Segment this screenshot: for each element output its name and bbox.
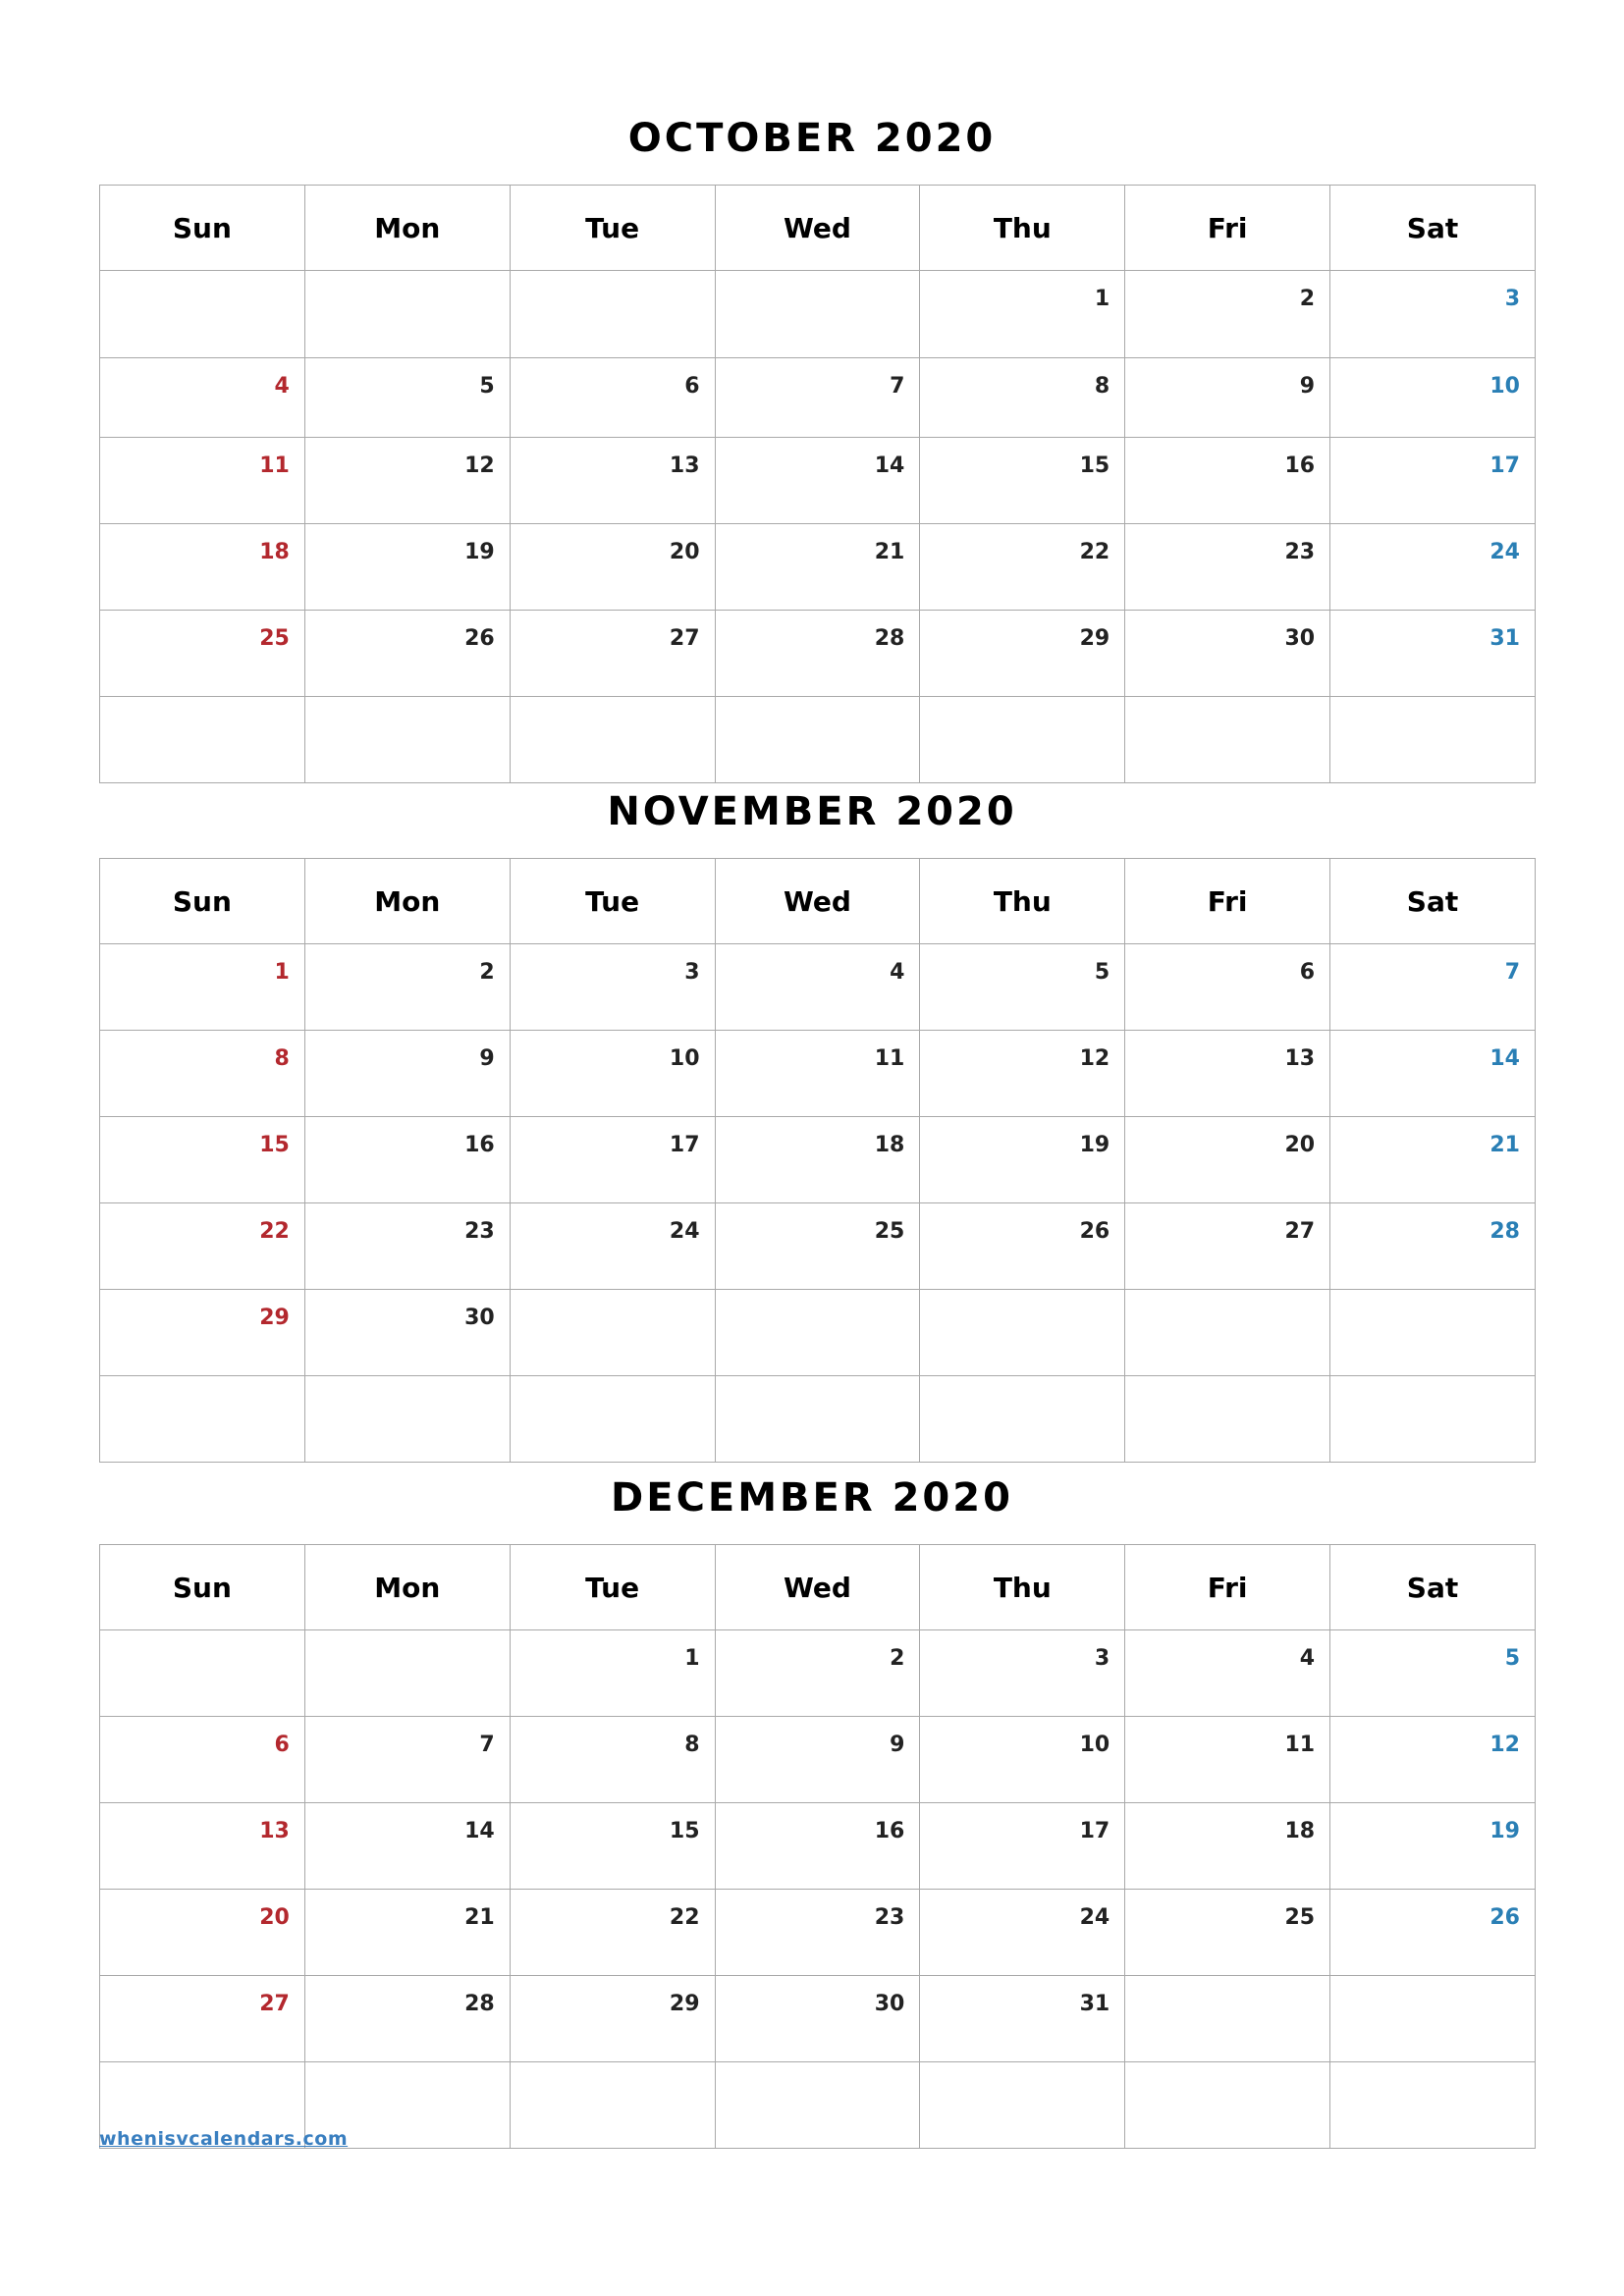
day-cell (510, 697, 715, 783)
day-cell (1125, 1031, 1330, 1117)
day-cell (920, 358, 1125, 438)
day-cell (510, 1803, 715, 1890)
month-title: NOVEMBER 2020 (607, 789, 1017, 834)
day-cell (1125, 524, 1330, 611)
day-cell (510, 438, 715, 524)
day-cell (510, 1717, 715, 1803)
day-number: 7 (479, 1733, 495, 1757)
day-cell (920, 1803, 1125, 1890)
day-number: 8 (1094, 374, 1110, 399)
day-cell (715, 1890, 920, 1976)
day-number: 30 (1284, 626, 1316, 651)
day-cell (510, 1890, 715, 1976)
day-number: 14 (1489, 1046, 1520, 1071)
weekday-header: Sun (100, 186, 305, 271)
day-number: 14 (874, 454, 905, 478)
day-number: 31 (1489, 626, 1520, 651)
day-number: 16 (1284, 454, 1316, 478)
weekday-header: Thu (920, 186, 1125, 271)
day-number: 4 (890, 960, 905, 985)
day-number: 12 (464, 454, 495, 478)
day-number: 26 (1489, 1905, 1520, 1930)
day-number: 3 (1504, 287, 1520, 311)
day-cell (510, 1376, 715, 1463)
day-cell (304, 1290, 510, 1376)
day-cell (920, 271, 1125, 358)
week-row (100, 1630, 1536, 1717)
day-cell (100, 358, 305, 438)
day-cell (1125, 611, 1330, 697)
weekday-header: Mon (304, 186, 510, 271)
month-title: DECEMBER 2020 (611, 1475, 1013, 1521)
day-number: 1 (684, 1646, 700, 1671)
day-number: 11 (259, 454, 290, 478)
day-number: 18 (874, 1133, 905, 1157)
day-cell (715, 697, 920, 783)
day-cell (304, 1717, 510, 1803)
day-number: 13 (669, 454, 700, 478)
day-number (495, 1379, 510, 1395)
day-cell (510, 1203, 715, 1290)
day-cell (1125, 358, 1330, 438)
day-cell (1330, 1890, 1536, 1976)
day-number: 8 (274, 1046, 290, 1071)
day-number (1315, 2065, 1329, 2081)
day-cell (304, 697, 510, 783)
day-cell (304, 1803, 510, 1890)
day-number: 17 (1079, 1819, 1110, 1843)
weekday-header: Mon (304, 859, 510, 944)
day-number: 27 (669, 626, 700, 651)
day-number: 26 (464, 626, 495, 651)
weekday-header: Sat (1330, 1545, 1536, 1630)
day-cell (920, 1031, 1125, 1117)
day-cell (100, 1803, 305, 1890)
day-number: 16 (464, 1133, 495, 1157)
weekday-header: Fri (1125, 186, 1330, 271)
day-cell (510, 358, 715, 438)
day-cell (920, 524, 1125, 611)
week-row (100, 944, 1536, 1031)
day-cell (100, 697, 305, 783)
day-cell (715, 1290, 920, 1376)
day-cell (100, 524, 305, 611)
day-number (495, 2065, 510, 2081)
day-cell (715, 1203, 920, 1290)
day-cell (100, 1203, 305, 1290)
day-number (1520, 1379, 1535, 1395)
weekday-header: Fri (1125, 859, 1330, 944)
day-number: 1 (1094, 287, 1110, 311)
day-number: 15 (1079, 454, 1110, 478)
day-cell (304, 1630, 510, 1717)
day-number (290, 2065, 304, 2081)
day-number: 24 (1079, 1905, 1110, 1930)
day-cell (1125, 1203, 1330, 1290)
day-cell (920, 2062, 1125, 2149)
day-cell (920, 1890, 1125, 1976)
day-number (1520, 700, 1535, 716)
day-cell (1125, 1890, 1330, 1976)
day-cell (1125, 2062, 1330, 2149)
day-cell (715, 358, 920, 438)
day-cell (920, 1630, 1125, 1717)
weekday-header: Tue (510, 859, 715, 944)
day-number: 9 (1299, 374, 1316, 399)
day-cell (1125, 1290, 1330, 1376)
month-grid (99, 858, 1536, 1463)
day-number: 28 (874, 626, 905, 651)
weekday-header: Sat (1330, 859, 1536, 944)
weekday-header-row (100, 186, 1536, 271)
day-cell (304, 271, 510, 358)
day-cell (304, 1890, 510, 1976)
day-cell (715, 1376, 920, 1463)
day-number (1315, 1979, 1329, 1995)
day-number (1110, 1293, 1124, 1308)
day-cell (715, 1031, 920, 1117)
day-cell (304, 358, 510, 438)
weekday-header: Thu (920, 1545, 1125, 1630)
day-number: 22 (1079, 540, 1110, 564)
day-cell (1330, 1717, 1536, 1803)
day-cell (1330, 1376, 1536, 1463)
day-cell (920, 1117, 1125, 1203)
day-cell (510, 271, 715, 358)
day-number: 3 (684, 960, 700, 985)
day-number: 13 (259, 1819, 290, 1843)
day-cell (920, 1203, 1125, 1290)
day-cell (510, 1117, 715, 1203)
weekday-header: Wed (715, 186, 920, 271)
day-cell (920, 1290, 1125, 1376)
week-row (100, 438, 1536, 524)
week-row (100, 611, 1536, 697)
week-row (100, 1717, 1536, 1803)
week-row (100, 1376, 1536, 1463)
day-number: 11 (1284, 1733, 1316, 1757)
day-number: 15 (259, 1133, 290, 1157)
day-cell (715, 1117, 920, 1203)
day-cell (920, 611, 1125, 697)
day-cell (510, 2062, 715, 2149)
day-cell (1330, 611, 1536, 697)
day-number (1315, 1379, 1329, 1395)
day-number (904, 2065, 919, 2081)
day-number: 23 (874, 1905, 905, 1930)
day-cell (1125, 1630, 1330, 1717)
day-cell (100, 438, 305, 524)
day-number: 16 (874, 1819, 905, 1843)
day-cell (510, 1290, 715, 1376)
day-cell (304, 1117, 510, 1203)
day-number (1110, 700, 1124, 716)
day-number: 13 (1284, 1046, 1316, 1071)
day-cell (920, 944, 1125, 1031)
day-cell (100, 944, 305, 1031)
day-cell (1330, 358, 1536, 438)
day-number (700, 2065, 715, 2081)
month-grid (99, 185, 1536, 783)
day-number: 23 (1284, 540, 1316, 564)
day-number (700, 1293, 715, 1308)
day-cell (1330, 271, 1536, 358)
day-cell (510, 1976, 715, 2062)
day-number: 9 (890, 1733, 905, 1757)
weekday-header: Sat (1330, 186, 1536, 271)
day-number: 5 (479, 374, 495, 399)
day-cell (304, 611, 510, 697)
day-number: 1 (274, 960, 290, 985)
day-number: 6 (274, 1733, 290, 1757)
day-cell (920, 1376, 1125, 1463)
week-row (100, 524, 1536, 611)
day-number: 19 (464, 540, 495, 564)
day-cell (304, 1376, 510, 1463)
day-number: 22 (669, 1905, 700, 1930)
day-number (904, 1293, 919, 1308)
day-cell (1330, 1803, 1536, 1890)
day-cell (510, 944, 715, 1031)
day-number: 6 (684, 374, 700, 399)
day-number: 12 (1079, 1046, 1110, 1071)
day-cell (1330, 524, 1536, 611)
day-cell (304, 1031, 510, 1117)
day-cell (920, 1717, 1125, 1803)
day-number: 5 (1504, 1646, 1520, 1671)
day-number: 31 (1079, 1992, 1110, 2016)
day-cell (715, 1976, 920, 2062)
day-cell (715, 1717, 920, 1803)
week-row (100, 1890, 1536, 1976)
day-cell (1330, 438, 1536, 524)
weekday-header: Sun (100, 1545, 305, 1630)
weekday-header-row (100, 1545, 1536, 1630)
day-cell (100, 1290, 305, 1376)
day-cell (100, 1890, 305, 1976)
day-number (290, 1379, 304, 1395)
day-number (495, 1633, 510, 1649)
day-number: 2 (890, 1646, 905, 1671)
day-cell (1125, 1976, 1330, 2062)
day-number: 30 (874, 1992, 905, 2016)
week-row (100, 1976, 1536, 2062)
day-cell (510, 524, 715, 611)
day-number: 10 (1079, 1733, 1110, 1757)
day-cell (715, 944, 920, 1031)
day-number: 12 (1489, 1733, 1520, 1757)
day-number: 10 (1489, 374, 1520, 399)
day-cell (304, 944, 510, 1031)
day-number: 7 (1504, 960, 1520, 985)
website-link[interactable]: whenisvcalendars.com (99, 2128, 349, 2150)
day-number: 20 (259, 1905, 290, 1930)
weekday-header: Tue (510, 1545, 715, 1630)
weekday-header-row (100, 859, 1536, 944)
day-number: 28 (464, 1992, 495, 2016)
day-cell (100, 1031, 305, 1117)
day-cell (510, 611, 715, 697)
day-number (1110, 2065, 1124, 2081)
day-number (904, 1379, 919, 1395)
day-number: 27 (1284, 1219, 1316, 1244)
day-cell (1125, 271, 1330, 358)
day-cell (1125, 697, 1330, 783)
day-cell (1125, 438, 1330, 524)
weekday-header: Wed (715, 1545, 920, 1630)
day-cell (715, 611, 920, 697)
day-number: 30 (464, 1306, 495, 1330)
day-number: 10 (669, 1046, 700, 1071)
day-cell (510, 1031, 715, 1117)
day-number (1520, 1979, 1535, 1995)
day-number (290, 1633, 304, 1649)
day-cell (1330, 944, 1536, 1031)
weekday-header: Fri (1125, 1545, 1330, 1630)
day-number: 7 (890, 374, 905, 399)
day-number: 4 (1299, 1646, 1316, 1671)
day-cell (1330, 1031, 1536, 1117)
day-cell (1330, 1203, 1536, 1290)
day-number: 23 (464, 1219, 495, 1244)
day-cell (920, 438, 1125, 524)
week-row (100, 1203, 1536, 1290)
day-cell (715, 2062, 920, 2149)
day-number (495, 274, 510, 290)
weekday-header: Wed (715, 859, 920, 944)
day-number: 24 (1489, 540, 1520, 564)
day-number (290, 274, 304, 290)
day-cell (1125, 1117, 1330, 1203)
day-cell (1125, 944, 1330, 1031)
day-cell (510, 1630, 715, 1717)
day-cell (1330, 1630, 1536, 1717)
day-number: 4 (274, 374, 290, 399)
day-number (1520, 2065, 1535, 2081)
week-row (100, 271, 1536, 358)
day-number: 25 (259, 626, 290, 651)
day-number: 29 (1079, 626, 1110, 651)
day-cell (1330, 2062, 1536, 2149)
day-cell (100, 1117, 305, 1203)
day-cell (715, 524, 920, 611)
day-number: 17 (669, 1133, 700, 1157)
day-cell (100, 1976, 305, 2062)
day-number: 21 (464, 1905, 495, 1930)
day-number (1110, 1379, 1124, 1395)
day-cell (920, 1976, 1125, 2062)
weekday-header: Sun (100, 859, 305, 944)
week-row (100, 358, 1536, 438)
day-number (1315, 1293, 1329, 1308)
week-row (100, 1031, 1536, 1117)
day-cell (100, 271, 305, 358)
day-number: 25 (1284, 1905, 1316, 1930)
month-grid (99, 1544, 1536, 2149)
day-number (290, 700, 304, 716)
day-cell (1330, 1976, 1536, 2062)
day-cell (304, 524, 510, 611)
day-number (700, 274, 715, 290)
day-cell (100, 611, 305, 697)
day-number: 8 (684, 1733, 700, 1757)
day-number: 18 (1284, 1819, 1316, 1843)
day-number: 24 (669, 1219, 700, 1244)
day-number: 29 (669, 1992, 700, 2016)
week-row (100, 697, 1536, 783)
day-cell (1330, 697, 1536, 783)
week-row (100, 1117, 1536, 1203)
day-cell (715, 1803, 920, 1890)
day-number: 20 (1284, 1133, 1316, 1157)
day-cell (100, 1376, 305, 1463)
week-row (100, 1803, 1536, 1890)
day-number: 27 (259, 1992, 290, 2016)
weekday-header: Thu (920, 859, 1125, 944)
day-number (700, 700, 715, 716)
day-cell (715, 271, 920, 358)
day-number: 18 (259, 540, 290, 564)
day-cell (1125, 1376, 1330, 1463)
day-number: 17 (1489, 454, 1520, 478)
day-number (700, 1379, 715, 1395)
day-cell (920, 697, 1125, 783)
day-cell (100, 1717, 305, 1803)
day-number: 25 (874, 1219, 905, 1244)
day-number: 26 (1079, 1219, 1110, 1244)
day-cell (1125, 1803, 1330, 1890)
day-number: 21 (874, 540, 905, 564)
day-number: 22 (259, 1219, 290, 1244)
day-number: 2 (1299, 287, 1316, 311)
day-number: 11 (874, 1046, 905, 1071)
month-title: OCTOBER 2020 (627, 116, 997, 161)
day-number: 5 (1094, 960, 1110, 985)
day-number: 21 (1489, 1133, 1520, 1157)
day-number (1315, 700, 1329, 716)
day-cell (100, 1630, 305, 1717)
day-number: 2 (479, 960, 495, 985)
day-cell (1125, 1717, 1330, 1803)
day-cell (1330, 1290, 1536, 1376)
day-number (1520, 1293, 1535, 1308)
day-number: 20 (669, 540, 700, 564)
day-number: 19 (1489, 1819, 1520, 1843)
day-cell (715, 1630, 920, 1717)
week-row (100, 1290, 1536, 1376)
day-number: 29 (259, 1306, 290, 1330)
day-number: 3 (1094, 1646, 1110, 1671)
day-number: 28 (1489, 1219, 1520, 1244)
day-number: 19 (1079, 1133, 1110, 1157)
day-cell (1330, 1117, 1536, 1203)
day-cell (304, 438, 510, 524)
day-cell (715, 438, 920, 524)
day-number: 9 (479, 1046, 495, 1071)
day-cell (304, 1976, 510, 2062)
day-number: 14 (464, 1819, 495, 1843)
day-number: 6 (1299, 960, 1316, 985)
day-number: 15 (669, 1819, 700, 1843)
day-number (904, 274, 919, 290)
weekday-header: Mon (304, 1545, 510, 1630)
weekday-header: Tue (510, 186, 715, 271)
day-number (904, 700, 919, 716)
day-cell (304, 1203, 510, 1290)
day-number (495, 700, 510, 716)
